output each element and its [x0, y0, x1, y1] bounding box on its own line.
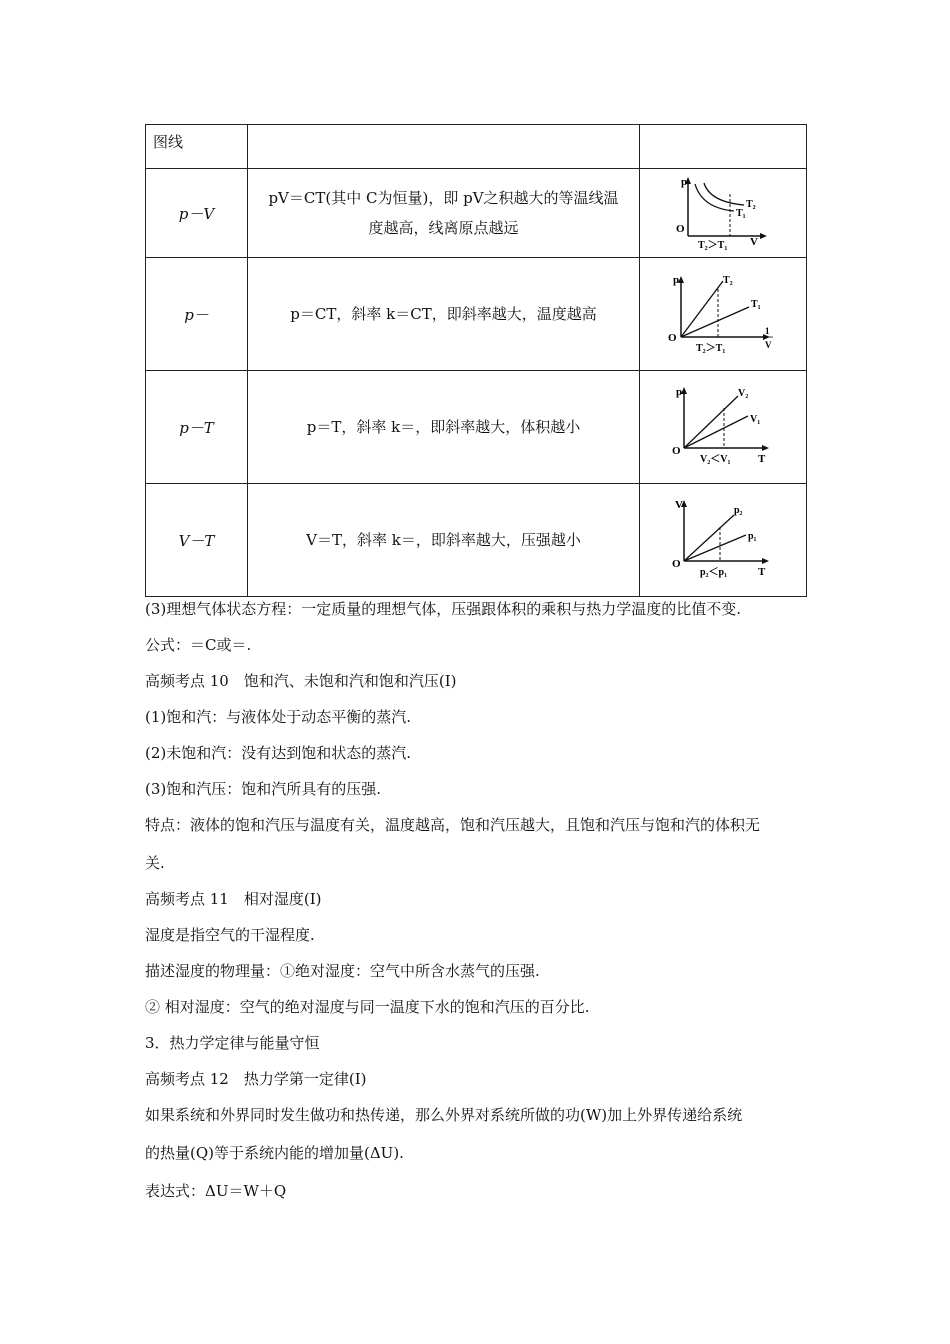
description-line: pV＝CT(其中 C为恒量)，即 pV之积越大的等温线温: [268, 189, 619, 207]
section-heading: 3．热力学定律与能量守恒: [145, 1034, 320, 1052]
graph-figure: [640, 258, 807, 371]
svg-text:T: T: [758, 453, 766, 465]
section-heading: 高频考点 11 相对湿度(Ⅰ): [145, 890, 322, 908]
figure-note: p₂＜p₁: [700, 567, 728, 578]
table-row: [146, 258, 807, 371]
svg-text:T₁: T₁: [751, 299, 761, 310]
paragraph: 湿度是指空气的干湿程度.: [145, 926, 315, 944]
svg-text:V₁: V₁: [750, 414, 761, 425]
paragraph-ideal-gas-equation: (3)理想气体状态方程：一定质量的理想气体，压强跟体积的乘积与热力学温度的比值不变.: [145, 600, 742, 618]
table-row: [146, 169, 807, 258]
p-t-isochore-graph: [664, 384, 782, 470]
svg-text:p: p: [673, 274, 680, 286]
paragraph: 的热量(Q)等于系统内能的增加量(ΔU).: [145, 1144, 404, 1162]
graph-figure: [640, 371, 807, 484]
paragraph: 描述湿度的物理量：①绝对湿度：空气中所含水蒸气的压强.: [145, 962, 540, 980]
table-header-label: 图线: [146, 125, 248, 169]
paragraph: 关.: [145, 854, 165, 872]
figure-note: T₂＞T₁: [698, 240, 728, 251]
v-t-isobar-graph: [664, 497, 782, 583]
description-line: p＝T，斜率 k＝，即斜率越大，体积越小: [306, 418, 581, 436]
table-row: [146, 484, 807, 597]
figure-note: V₂＜V₁: [700, 454, 731, 465]
svg-text:O: O: [676, 223, 685, 235]
paragraph: (2)未饱和汽：没有达到饱和状态的蒸汽.: [145, 744, 412, 762]
svg-text:p₂: p₂: [734, 505, 743, 516]
graph-description: [248, 258, 640, 371]
graph-figure: [640, 169, 807, 258]
svg-text:1: 1: [765, 326, 770, 336]
svg-text:V: V: [765, 340, 772, 350]
svg-text:V: V: [675, 499, 683, 511]
svg-text:T₂: T₂: [746, 199, 756, 210]
graph-type-label: V－T: [146, 484, 248, 597]
section-heading: 高频考点 10 饱和汽、未饱和汽和饱和汽压(Ⅰ): [145, 672, 457, 690]
graph-type-label: p－V: [146, 169, 248, 258]
table-row: [146, 371, 807, 484]
paragraph: 如果系统和外界同时发生做功和热传递，那么外界对系统所做的功(W)加上外界传递给系统: [145, 1106, 743, 1124]
svg-text:T: T: [758, 566, 766, 578]
graph-description: [248, 484, 640, 597]
p-v-isotherm-graph: [668, 174, 778, 252]
graph-description: [248, 169, 640, 258]
paragraph: 特点：液体的饱和汽压与温度有关，温度越高，饱和汽压越大，且饱和汽压与饱和汽的体积无: [145, 816, 761, 834]
description-line: p＝CT，斜率 k＝CT，即斜率越大，温度越高: [290, 305, 597, 323]
svg-text:O: O: [672, 445, 681, 457]
svg-text:O: O: [668, 332, 677, 344]
table-header-row: [146, 125, 807, 169]
paragraph-formula: 公式：＝C或＝.: [145, 636, 252, 654]
graph-figure: [640, 484, 807, 597]
svg-text:p: p: [676, 386, 683, 398]
graph-type-label: p－T: [146, 371, 248, 484]
graph-type-label: p－: [146, 258, 248, 371]
section-heading: 高频考点 12 热力学第一定律(Ⅰ): [145, 1070, 367, 1088]
svg-text:V: V: [750, 236, 758, 248]
table-header-empty: [640, 125, 807, 169]
paragraph-expression: 表达式：ΔU＝W＋Q: [145, 1182, 287, 1200]
svg-text:V₂: V₂: [738, 388, 749, 399]
p-inverse-v-graph: [663, 271, 783, 357]
figure-note: T₂＞T₁: [696, 343, 726, 354]
svg-text:O: O: [672, 558, 681, 570]
paragraph: (1)饱和汽：与液体处于动态平衡的蒸汽.: [145, 708, 412, 726]
table-header-empty: [248, 125, 640, 169]
graph-description: [248, 371, 640, 484]
svg-text:T₁: T₁: [736, 208, 746, 219]
gas-law-graph-table: [145, 124, 807, 597]
svg-text:T₂: T₂: [723, 275, 733, 286]
description-line: 度越高，线离原点越远: [368, 219, 519, 237]
svg-text:p₁: p₁: [748, 531, 757, 542]
svg-text:p: p: [681, 176, 688, 188]
description-line: V＝T，斜率 k＝，即斜率越大，压强越小: [306, 531, 581, 549]
paragraph: (3)饱和汽压：饱和汽所具有的压强.: [145, 780, 382, 798]
paragraph: ② 相对湿度：空气的绝对湿度与同一温度下水的饱和汽压的百分比.: [145, 998, 590, 1016]
